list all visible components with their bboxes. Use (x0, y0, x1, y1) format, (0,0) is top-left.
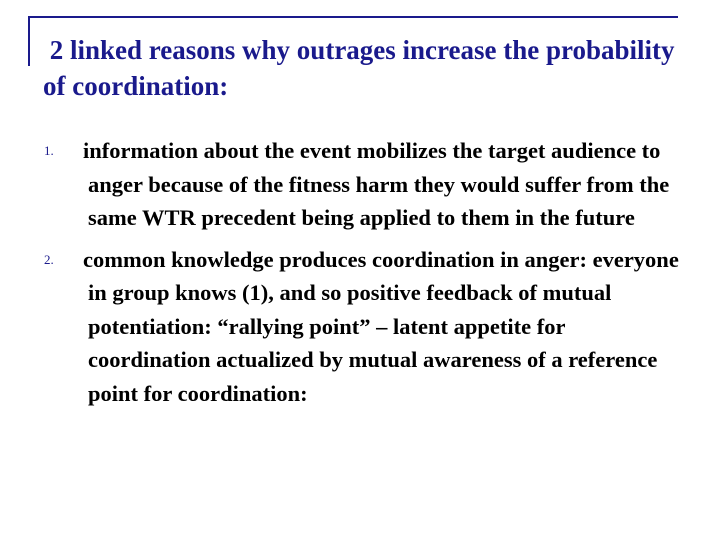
numbered-list (44, 134, 684, 418)
title-frame-left-rule (28, 16, 30, 66)
list-item-text: information about the event mobilizes the target audience to anger because of the fitness harm they would suffer from the same WTR precedent being applied to them in the future (83, 138, 670, 230)
list-item-number: 2. (44, 251, 54, 267)
title-frame-top-rule (28, 16, 678, 18)
list-item-1 (44, 134, 684, 235)
list-item-text: common knowledge produces coordination in anger: everyone in group knows (1), and so positive feedback of mutual potentiation: “rallying point” – latent appetite for coordination actualized by mutual awareness of a reference point for coordination: (83, 246, 679, 406)
slide-title: 2 linked reasons why outrages increase the probability of coordination: (43, 35, 682, 101)
list-item-number: 1. (44, 143, 54, 158)
list-item-2 (44, 243, 684, 411)
